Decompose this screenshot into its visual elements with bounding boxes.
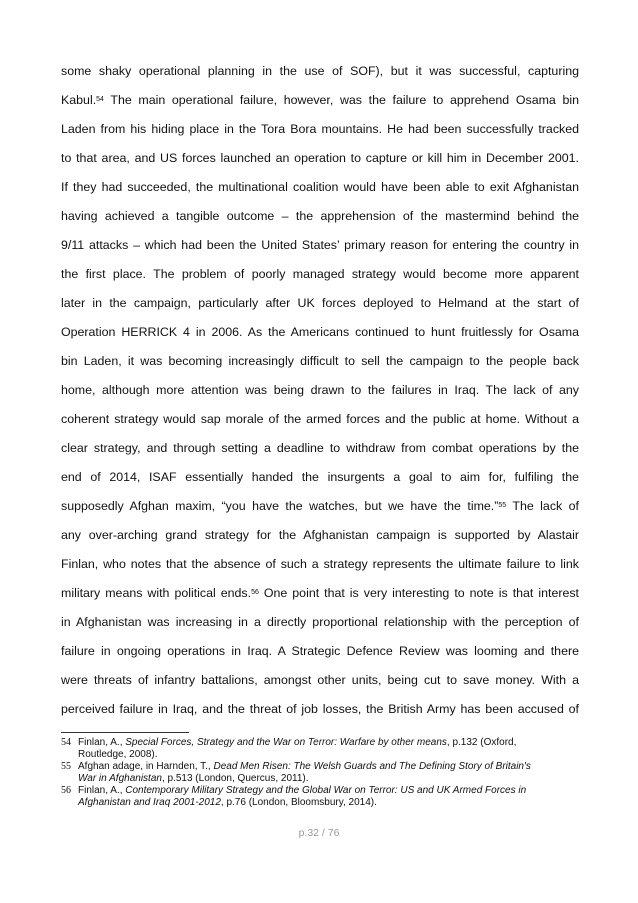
line-text: military means with political ends. <box>61 586 252 601</box>
line-text: supposedly Afghan maxim, “you have the watches, but we have the time.” <box>61 499 499 514</box>
body-line <box>61 637 579 666</box>
line-text: 9/11 attacks – which had been the United States’ primary reason for entering the country in <box>61 238 579 253</box>
footnote-text: , p.132 (Oxford, <box>446 737 517 748</box>
line-text: Laden from his hiding place in the Tora Bora mountains. He had been successfully tracked <box>61 122 579 137</box>
footnote-text: Finlan, A., <box>78 737 126 748</box>
body-line <box>61 289 579 318</box>
body-line <box>61 405 579 434</box>
line-text: Kabul. <box>61 93 97 108</box>
footnote-title: War in Afghanistan <box>78 773 162 784</box>
line-text: home, although more attention was being drawn to the failures in Iraq. The lack of any <box>61 383 579 398</box>
page-number: p.32 / 76 <box>298 827 340 839</box>
body-line <box>61 579 579 608</box>
footnote-number: 56 <box>61 785 71 796</box>
line-text: Operation HERRICK 4 in 2006. As the Americans continued to hunt fruitlessly for Osama <box>61 325 579 340</box>
line-text: the first place. The problem of poorly managed strategy would become more apparent <box>61 267 579 282</box>
footnote-ref-56[interactable]: 56 <box>251 589 259 597</box>
body-line <box>61 57 579 86</box>
footnote-line <box>78 749 581 761</box>
body-line <box>61 231 579 260</box>
body-line <box>61 202 579 231</box>
footnote-ref-54[interactable]: 54 <box>96 96 104 104</box>
footnote-text: Routledge, 2008). <box>78 749 158 760</box>
footnote-title: Contemporary Military Strategy and the Global War on Terror: US and UK Armed Forces in <box>125 785 527 796</box>
body-line <box>61 173 579 202</box>
footnote-line <box>78 773 581 785</box>
footnote-line <box>78 737 581 749</box>
body-text <box>61 57 579 724</box>
body-line <box>61 521 579 550</box>
line-text: failure in ongoing operations in Iraq. A Strategic Defence Review was looming and there <box>61 644 579 659</box>
footnote-number: 55 <box>61 761 71 772</box>
footnote-title: Special Forces, Strategy and the War on Terror: Warfare by other means <box>125 737 447 748</box>
line-text: to that area, and US forces launched an operation to capture or kill him in December 2001. <box>61 151 579 166</box>
footnote-line <box>78 785 581 797</box>
line-text: bin Laden, it was becoming increasingly difficult to sell the campaign to the people back <box>61 354 579 369</box>
footnote-text: , p.513 (London, Quercus, 2011). <box>161 773 309 784</box>
body-line <box>61 608 579 637</box>
line-text: having achieved a tangible outcome – the apprehension of the mastermind behind the <box>61 209 579 224</box>
footnote-divider <box>61 732 189 733</box>
body-line <box>61 695 579 724</box>
line-text: Finlan, who notes that the absence of such a strategy represents the ultimate failure to link <box>61 557 579 572</box>
body-line <box>61 115 579 144</box>
line-text: end of 2014, ISAF essentially handed the insurgents a goal to aim for, fulfiling the <box>61 470 579 485</box>
body-line <box>61 86 579 115</box>
footnote-55 <box>61 761 581 785</box>
footnote-line <box>78 797 581 809</box>
footnote-ref-55[interactable]: 55 <box>498 502 507 510</box>
body-line <box>61 666 579 695</box>
footnote-line <box>78 761 581 773</box>
line-text: some shaky operational planning in the use of SOF), but it was successful, capturing <box>61 64 579 78</box>
footnotes <box>61 737 581 809</box>
footnote-text: , p.76 (London, Bloomsbury, 2014). <box>220 797 377 808</box>
body-line <box>61 260 579 289</box>
line-text: One point that is very interesting to note is that interest <box>258 586 579 601</box>
footnote-text: Afghan adage, in Harnden, T., <box>78 761 214 772</box>
body-line <box>61 144 579 173</box>
line-text: The lack of <box>506 499 579 514</box>
body-line <box>61 492 579 521</box>
body-line <box>61 434 579 463</box>
body-line <box>61 550 579 579</box>
footnote-number: 54 <box>61 737 71 748</box>
line-text: If they had succeeded, the multinational coalition would have been able to exit Afghanistan <box>61 180 579 195</box>
footnote-54 <box>61 737 581 761</box>
footnote-56 <box>61 785 581 809</box>
footnote-title: Afghanistan and Iraq 2001-2012 <box>78 797 221 808</box>
line-text: were threats of infantry battalions, amongst other units, being cut to save money. With a <box>61 673 579 688</box>
line-text: later in the campaign, particularly after UK forces deployed to Helmand at the start of <box>61 296 579 311</box>
body-line <box>61 347 579 376</box>
line-text: in Afghanistan was increasing in a directly proportional relationship with the perception of <box>61 615 579 630</box>
body-line <box>61 318 579 347</box>
line-text: any over-arching grand strategy for the Afghanistan campaign is supported by Alastair <box>61 528 579 543</box>
line-text: The main operational failure, however, was the failure to apprehend Osama bin <box>103 93 579 108</box>
footnote-text: Finlan, A., <box>78 785 126 796</box>
footnote-title: Dead Men Risen: The Welsh Guards and The Defining Story of Britain's <box>213 761 531 772</box>
line-text: perceived failure in Iraq, and the threat of job losses, the British Army has been accused of <box>61 702 579 717</box>
line-text: coherent strategy would sap morale of the armed forces and the public at home. Without a <box>61 412 579 427</box>
body-line <box>61 463 579 492</box>
body-line <box>61 376 579 405</box>
line-text: clear strategy, and through setting a deadline to withdraw from combat operations by the <box>61 441 579 456</box>
